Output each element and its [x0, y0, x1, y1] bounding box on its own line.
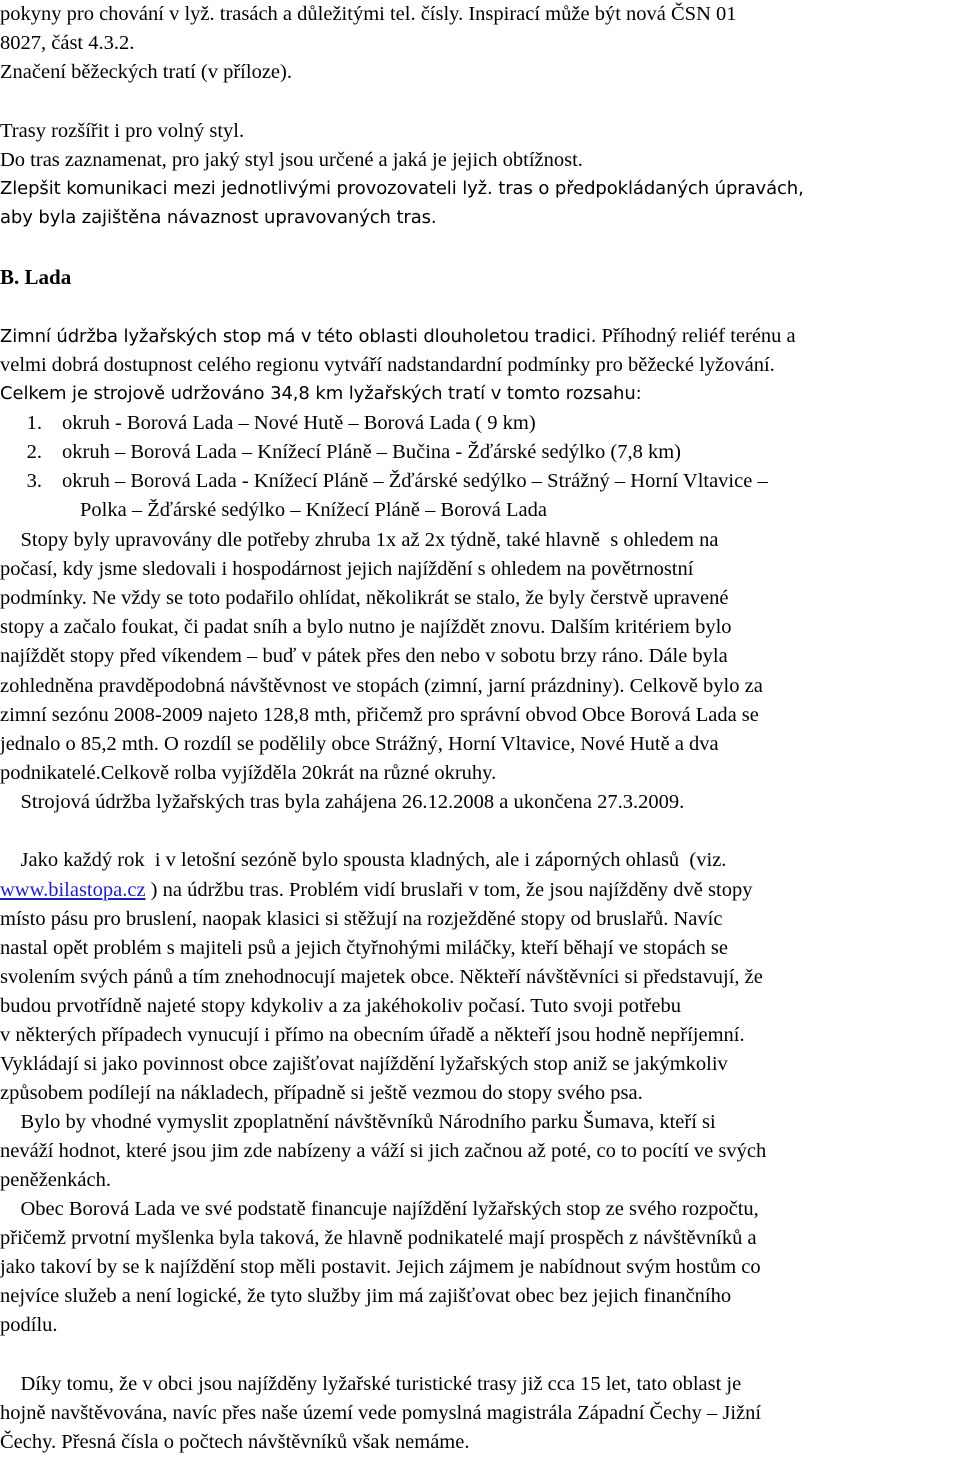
paragraph-line: podmínky. Ne vždy se toto podařilo ohlídat, několikrát se stalo, že byly čerstvě upravené: [0, 587, 729, 609]
text-line: 8027, část 4.3.2.: [0, 32, 135, 54]
text-line: Celkem je strojově udržováno 34,8 km lyžařských tratí v tomto rozsahu:: [0, 383, 642, 404]
text-line: velmi dobrá dostupnost celého regionu vytváří nadstandardní podmínky pro běžecké lyžování.: [0, 354, 775, 376]
paragraph-line: hojně navštěvována, navíc přes naše území vede pomyslná magistrála Západní Čechy – Jižní: [0, 1402, 762, 1424]
paragraph-line: Stopy byly upravovány dle potřeby zhruba 1x až 2x týdně, také hlavně s ohledem na: [0, 529, 719, 551]
paragraph-line: nastal opět problém s majiteli psů a jejich čtyřnohými miláčky, kteří běhají ve stopách se: [0, 937, 728, 959]
text-line: [0, 322, 796, 351]
paragraph-line: počasí, kdy jsme sledovali i hospodárnost jejich najíždění s ohledem na povětrnostní: [0, 558, 694, 580]
list-item: [0, 409, 536, 437]
paragraph-line: jako takoví by se k najíždění stop měli postavit. Jejich zájmem je nabídnout svým hostům co: [0, 1256, 761, 1278]
paragraph-line: způsobem podílejí na nákladech, případně si ještě vezmou do stopy svého psa.: [0, 1082, 643, 1104]
paragraph-line: Obec Borová Lada ve své podstatě financuje najíždění lyžařských stop ze svého rozpočtu,: [0, 1198, 759, 1220]
paragraph-line: peněženkách.: [0, 1169, 111, 1191]
list-text: okruh – Borová Lada – Knížecí Pláně – Bučina - Žďárské sedýlko (7,8 km): [62, 441, 681, 463]
paragraph-line: Jako každý rok i v letošní sezóně bylo spousta kladných, ale i záporných ohlasů (viz.: [0, 849, 727, 871]
paragraph-line: místo pásu pro bruslení, naopak klasici si stěžují na rozježděné stopy od bruslařů. Navíc: [0, 908, 723, 930]
bilastopa-link[interactable]: www.bilastopa.cz: [0, 879, 146, 901]
paragraph-line: Vykládají si jako povinnost obce zajišťovat najíždění lyžařských stop aniž se jakýmkoliv: [0, 1053, 728, 1075]
paragraph-line: budou prvotřídně najeté stopy kdykoliv a za jakéhokoliv počasí. Tuto svoji potřebu: [0, 995, 681, 1017]
intro-rest-text: Příhodný reliéf terénu a: [596, 325, 796, 347]
paragraph-line: Strojová údržba lyžařských tras byla zahájena 26.12.2008 a ukončena 27.3.2009.: [0, 791, 685, 813]
paragraph-line: svolením svých pánů a tím znehodnocují majetek obce. Někteří návštěvníci si představují, že: [0, 966, 763, 988]
list-item: [0, 438, 681, 466]
paragraph-line: nejvíce služeb a není logické, že tyto služby jim má zajišťovat obec bez jejich finančního: [0, 1285, 732, 1307]
list-item: [0, 467, 768, 495]
paragraph-line: Čechy. Přesná čísla o počtech návštěvníků však nemáme.: [0, 1431, 470, 1453]
list-number: 3.: [26, 470, 42, 492]
paragraph-line: [0, 876, 752, 904]
paragraph-line: Bylo by vhodné vymyslit zpoplatnění návštěvníků Národního parku Šumava, kteří si: [0, 1111, 716, 1133]
paragraph-line: neváží hodnot, které jsou jim zde nabízeny a váží si jich začnou až poté, co to pocítí ve svých: [0, 1140, 767, 1162]
paragraph-line: podnikatelé.Celkově rolba vyjížděla 20krát na různé okruhy.: [0, 762, 497, 784]
list-text: okruh – Borová Lada - Knížecí Pláně – Žďárské sedýlko – Strážný – Horní Vltavice –: [62, 470, 768, 492]
paragraph-line: podílu.: [0, 1314, 58, 1336]
text-line: Do tras zaznamenat, pro jaký styl jsou určené a jaká je jejich obtížnost.: [0, 149, 583, 171]
paragraph-line: zimní sezónu 2008-2009 najeto 128,8 mth, přičemž pro správní obvod Obce Borová Lada se: [0, 704, 759, 726]
paragraph-line: najíždět stopy před víkendem – buď v pátek přes den nebo v sobotu brzy ráno. Dále byla: [0, 645, 728, 667]
paragraph-line: zohledněna pravděpodobná návštěvnost ve stopách (zimní, jarní prázdniny). Celkově bylo za: [0, 675, 763, 697]
list-text: okruh - Borová Lada – Nové Hutě – Borová Lada ( 9 km): [62, 412, 536, 434]
section-heading: B. Lada: [0, 265, 72, 289]
text-line: Zlepšit komunikaci mezi jednotlivými provozovateli lyž. tras o předpokládaných úpravách,: [0, 178, 804, 199]
paragraph-line: Díky tomu, že v obci jsou najížděny lyžařské turistické trasy již cca 15 let, tato oblast je: [0, 1373, 742, 1395]
paragraph-line: přičemž prvotní myšlenka byla taková, že hlavně podnikatelé mají prospěch z návštěvníků a: [0, 1227, 757, 1249]
text-line: Trasy rozšířit i pro volný styl.: [0, 120, 245, 142]
list-number: 2.: [26, 441, 42, 463]
text-line: aby byla zajištěna návaznost upravovaných tras.: [0, 207, 437, 228]
paragraph-line: jednalo o 85,2 mth. O rozdíl se podělily obce Strážný, Horní Vltavice, Nové Hutě a dva: [0, 733, 719, 755]
paragraph-line: stopy a začalo foukat, či padat sníh a bylo nutno je najíždět znovu. Dalším kritériem bylo: [0, 616, 732, 638]
list-number: 1.: [26, 412, 42, 434]
list-item-continuation: Polka – Žďárské sedýlko – Knížecí Pláně – Borová Lada: [80, 499, 547, 521]
link-trailing-text: ) na údržbu tras. Problém vidí bruslaři v tom, že jsou najížděny dvě stopy: [145, 879, 753, 901]
text-line: pokyny pro chování v lyž. trasách a důležitými tel. čísly. Inspirací může být nová ČSN 01: [0, 3, 737, 25]
intro-sans-text: Zimní údržba lyžařských stop má v této oblasti dlouholetou tradici.: [0, 326, 597, 347]
text-line: Značení běžeckých tratí (v příloze).: [0, 61, 292, 83]
paragraph-line: v některých případech vynucují i přímo na obecním úřadě a někteří jsou hodně nepříjemní.: [0, 1024, 745, 1046]
